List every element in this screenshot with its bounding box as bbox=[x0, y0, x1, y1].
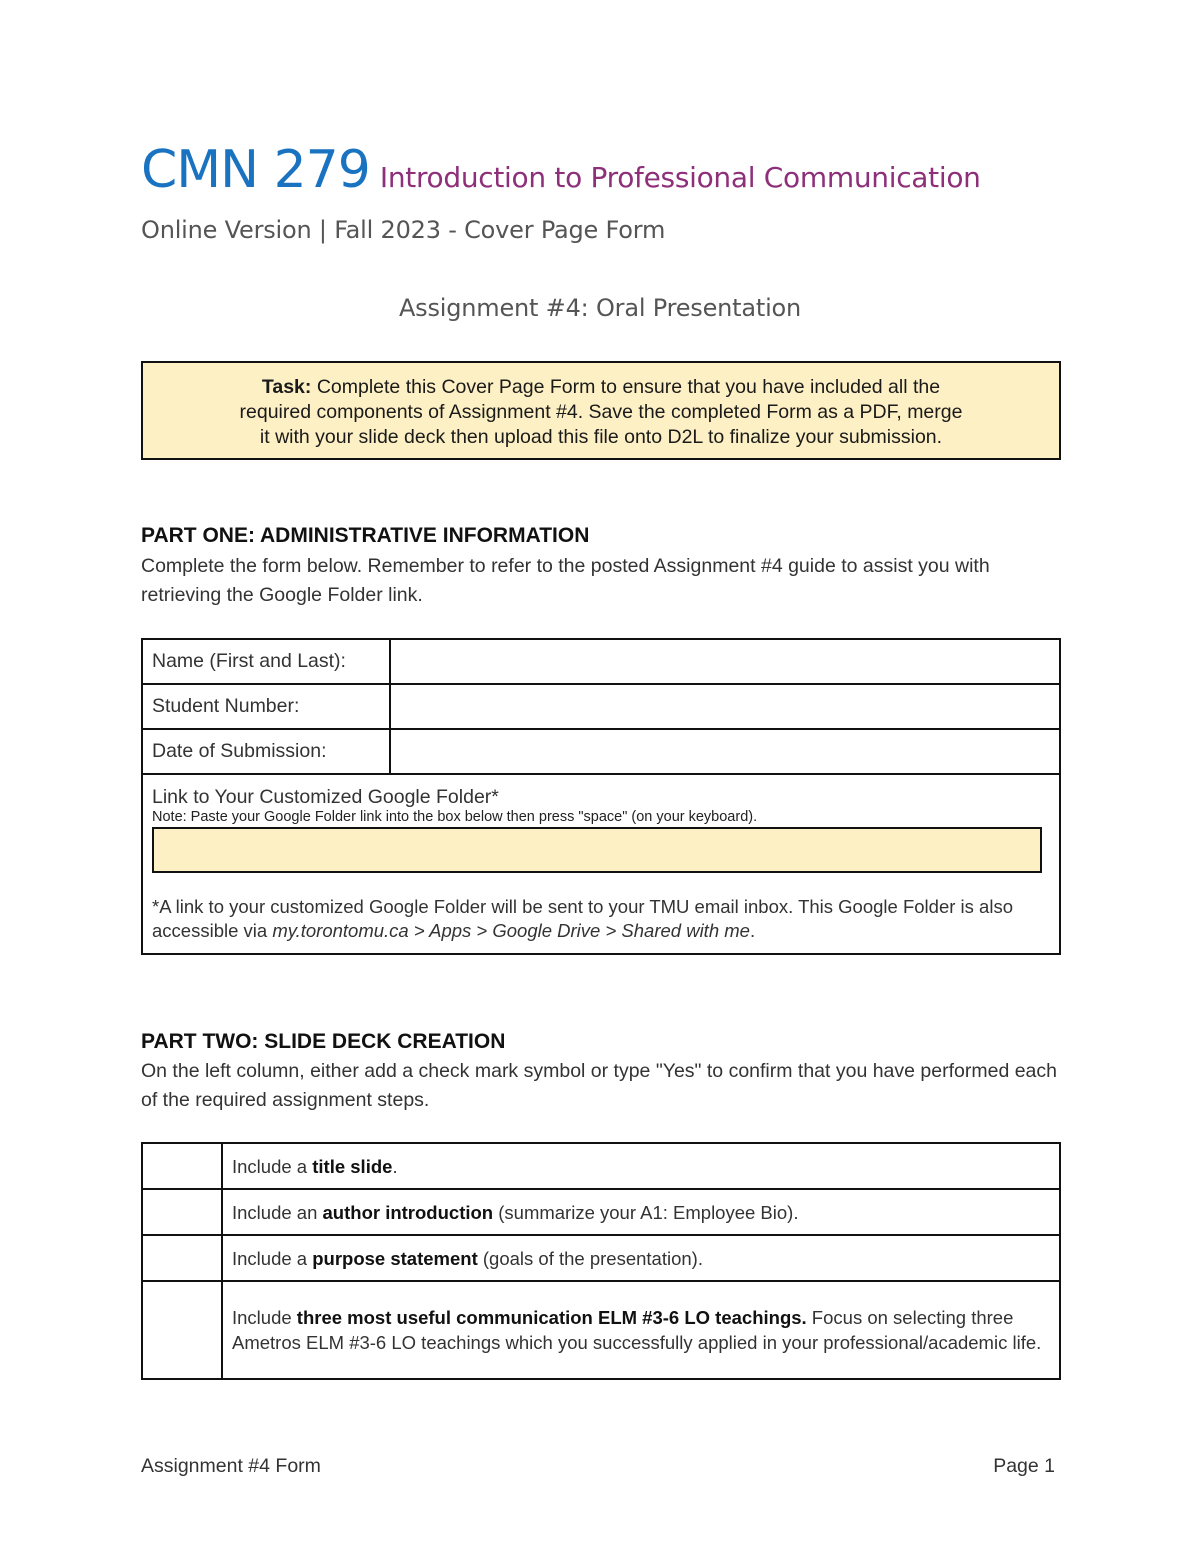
google-folder-cell bbox=[142, 774, 1060, 954]
form-subtitle: Online Version | Fall 2023 - Cover Page Form bbox=[141, 216, 666, 244]
check-cell[interactable] bbox=[142, 1189, 222, 1235]
footer-form-name: Assignment #4 Form bbox=[141, 1455, 321, 1477]
task-line-3: it with your slide deck then upload this file onto D2L to finalize your submission. bbox=[259, 426, 943, 448]
assignment-title: Assignment #4: Oral Presentation bbox=[398, 294, 802, 322]
item-bold-text: three most useful communication ELM #3-6 LO teachings. bbox=[296, 1307, 807, 1328]
google-folder-footnote bbox=[152, 895, 1050, 943]
item-bold-text: purpose statement bbox=[312, 1247, 478, 1269]
course-title bbox=[141, 140, 981, 200]
submission-date-field[interactable] bbox=[390, 729, 1060, 774]
part-one-heading: PART ONE: ADMINISTRATIVE INFORMATION bbox=[141, 524, 590, 547]
table-row bbox=[142, 729, 1060, 774]
item-text-end: Focus on selecting three Ametros ELM #3-6 LO teachings which you successfully applied in your professional/academic life. bbox=[232, 1307, 1042, 1353]
task-line-1: Complete this Cover Page Form to ensure that you have included all the bbox=[311, 376, 941, 398]
table-row bbox=[142, 639, 1060, 684]
name-label: Name (First and Last): bbox=[142, 639, 390, 684]
part-two-heading: PART TWO: SLIDE DECK CREATION bbox=[141, 1030, 506, 1053]
student-number-field[interactable] bbox=[390, 684, 1060, 729]
task-line-2: required components of Assignment #4. Save the completed Form as a PDF, merge bbox=[239, 401, 963, 423]
footnote-path: my.torontomu.ca > Apps > Google Drive > Shared with me bbox=[272, 920, 750, 941]
slide-deck-checklist bbox=[141, 1142, 1061, 1380]
check-cell[interactable] bbox=[142, 1143, 222, 1189]
item-text-end: (summarize your A1: Employee Bio). bbox=[493, 1201, 799, 1223]
name-field[interactable] bbox=[390, 639, 1060, 684]
item-bold-text: title slide bbox=[312, 1155, 393, 1177]
checklist-item bbox=[222, 1189, 1060, 1235]
part-two-instructions: On the left column, either add a check mark symbol or type "Yes" to confirm that you have performed each of the required assignment steps. bbox=[141, 1060, 1057, 1111]
google-folder-note: Note: Paste your Google Folder link into the box below then press "space" (on your keyboard). bbox=[152, 809, 758, 825]
checklist-row bbox=[142, 1143, 1060, 1189]
item-text: Include bbox=[232, 1307, 297, 1328]
task-box bbox=[141, 361, 1061, 460]
google-folder-label: Link to Your Customized Google Folder* bbox=[152, 786, 499, 808]
item-text: Include an bbox=[232, 1201, 323, 1223]
item-bold-text: author introduction bbox=[322, 1201, 494, 1223]
table-row bbox=[142, 774, 1060, 954]
admin-info-table bbox=[141, 638, 1061, 955]
item-text: Include a bbox=[232, 1155, 313, 1177]
submission-date-label: Date of Submission: bbox=[142, 729, 390, 774]
checklist-item bbox=[222, 1143, 1060, 1189]
checklist-item bbox=[222, 1281, 1060, 1379]
checklist-row bbox=[142, 1281, 1060, 1379]
footnote-text: *A link to your customized Google Folder will be sent to your TMU email inbox. This Google Folder is also accessible via bbox=[152, 896, 1013, 941]
item-text-end: . bbox=[392, 1155, 398, 1177]
check-cell[interactable] bbox=[142, 1281, 222, 1379]
course-code: CMN 279 bbox=[141, 140, 370, 200]
part-one-instructions: Complete the form below. Remember to refer to the posted Assignment #4 guide to assist you with retrieving the Google Folder link. bbox=[141, 555, 990, 606]
item-text: Include a bbox=[232, 1247, 313, 1269]
google-folder-link-input[interactable] bbox=[152, 827, 1042, 873]
check-cell[interactable] bbox=[142, 1235, 222, 1281]
checklist-row bbox=[142, 1235, 1060, 1281]
checklist-item bbox=[222, 1235, 1060, 1281]
student-number-label: Student Number: bbox=[142, 684, 390, 729]
checklist-row bbox=[142, 1189, 1060, 1235]
table-row bbox=[142, 684, 1060, 729]
footnote-end: . bbox=[749, 920, 756, 941]
footer-page-number: Page 1 bbox=[993, 1455, 1055, 1477]
course-name: Introduction to Professional Communication bbox=[379, 161, 981, 194]
task-label: Task: bbox=[261, 376, 312, 398]
item-text-end: (goals of the presentation). bbox=[477, 1247, 703, 1269]
